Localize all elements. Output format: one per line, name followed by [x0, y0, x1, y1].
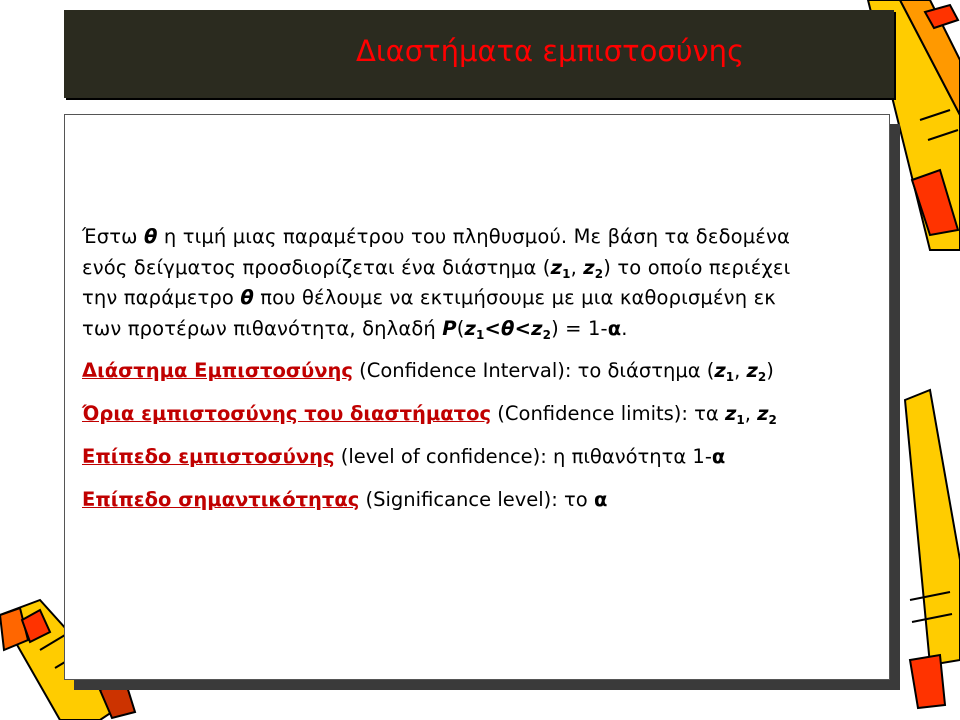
- subscript: 1: [476, 327, 485, 342]
- subscript: 1: [562, 266, 571, 281]
- intro-line-1: [82, 222, 882, 253]
- definition-text: (Confidence limits): τα: [491, 402, 725, 425]
- subscript: 1: [725, 370, 735, 384]
- intro-text: η τιμή μιας παραμέτρου του πληθυσμού. Με βάση τα δεδομένα: [157, 225, 791, 248]
- content-body: [82, 222, 882, 515]
- subscript: 1: [736, 413, 745, 427]
- subscript: 2: [594, 266, 604, 281]
- definition-text: ): [766, 359, 774, 382]
- subscript: 2: [768, 413, 777, 427]
- intro-line-3: [82, 283, 882, 314]
- definition-level-of-confidence: [82, 442, 882, 472]
- subscript: 2: [542, 327, 552, 342]
- intro-text: των προτέρων πιθανότητα, δηλαδή: [82, 316, 443, 340]
- subscript: 2: [757, 370, 767, 384]
- less-than-symbol: <: [484, 316, 502, 340]
- definition-text: (Significance level): το: [359, 488, 594, 511]
- intro-paragraph: [82, 222, 882, 344]
- alpha-symbol: α: [711, 445, 726, 468]
- z-symbol: z: [550, 255, 563, 279]
- intro-text: (: [456, 316, 465, 340]
- pencil-right-icon: [905, 390, 960, 708]
- definition-text: (Confidence Interval): το διάστημα (: [352, 359, 715, 382]
- definition-confidence-interval: [82, 356, 882, 386]
- theta-symbol: θ: [143, 225, 158, 248]
- intro-text: ,: [570, 255, 584, 279]
- z-symbol: z: [464, 316, 477, 340]
- intro-text: ενός δείγματος προσδιορίζεται ένα διάστημα (: [82, 255, 551, 279]
- term-level-of-confidence: Επίπεδο εμπιστοσύνης: [82, 445, 335, 468]
- intro-text: .: [621, 316, 628, 340]
- term-significance-level: Επίπεδο σημαντικότητας: [82, 488, 360, 511]
- z-symbol: z: [583, 255, 595, 279]
- definition-significance-level: [82, 485, 882, 515]
- z-symbol: z: [757, 402, 769, 425]
- intro-text: ) = 1-: [551, 316, 608, 340]
- intro-line-2: [82, 253, 882, 284]
- theta-symbol: θ: [240, 286, 254, 309]
- definition-confidence-limits: [82, 399, 882, 429]
- title-bar: [64, 10, 894, 98]
- z-symbol: z: [746, 359, 758, 382]
- alpha-symbol: α: [593, 488, 608, 511]
- intro-text: Έστω: [82, 225, 144, 248]
- intro-text: που θέλουμε να εκτιμήσουμε με μια καθορισμένη εκ: [253, 286, 776, 309]
- z-symbol: z: [724, 402, 737, 425]
- probability-symbol: P: [442, 316, 457, 340]
- z-symbol: z: [714, 359, 726, 382]
- definition-text: (level of confidence): η πιθανότητα 1-: [334, 445, 712, 468]
- intro-line-4: [82, 314, 882, 345]
- term-confidence-limits: Όρια εμπιστοσύνης του διαστήματος: [82, 402, 492, 425]
- intro-text: την παράμετρο: [82, 286, 241, 309]
- term-confidence-interval: Διάστημα Εμπιστοσύνης: [82, 359, 353, 382]
- less-than-symbol: <: [514, 316, 532, 340]
- theta-symbol: θ: [501, 316, 515, 340]
- z-symbol: z: [531, 316, 543, 340]
- slide-title: Διαστήματα εμπιστοσύνης: [356, 34, 745, 68]
- definition-text: ,: [744, 402, 758, 425]
- alpha-symbol: α: [607, 316, 622, 340]
- definition-text: ,: [734, 359, 747, 382]
- intro-text: ) το οποίο περιέχει: [603, 255, 791, 279]
